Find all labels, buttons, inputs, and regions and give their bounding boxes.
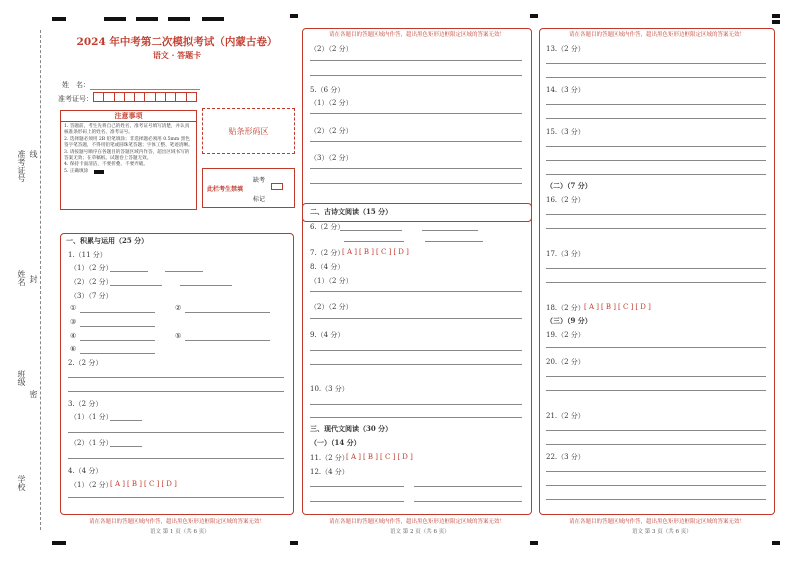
margin-label: 密 <box>29 390 38 398</box>
notice-heading: 注意事项 <box>61 111 196 122</box>
answer-line[interactable] <box>310 350 522 351</box>
answer-line[interactable] <box>68 391 284 392</box>
answer-line[interactable] <box>80 340 155 341</box>
answer-line[interactable] <box>310 501 404 502</box>
question-label: （2）（2 分） <box>310 127 353 135</box>
question-label: 7.（2 分） <box>310 249 345 257</box>
margin-label: 班级 <box>17 370 26 386</box>
question-label: （1）（2 分） <box>70 481 113 489</box>
answer-line[interactable] <box>68 432 284 433</box>
notice-item: 5. 正确填涂 <box>64 168 89 174</box>
footer-warning: 请在各题目的答题区域内作答，超出黑色矩形边框限定区域的答案无效！ <box>88 519 265 525</box>
option-d[interactable]: [ D ] <box>397 453 413 461</box>
answer-line[interactable] <box>546 471 766 472</box>
margin-label: 姓名 <box>17 270 26 286</box>
answer-line[interactable] <box>110 271 148 272</box>
answer-line[interactable] <box>422 230 478 231</box>
answer-line[interactable] <box>340 230 402 231</box>
option-a[interactable]: [ A ] <box>346 453 361 461</box>
answer-line[interactable] <box>546 376 766 377</box>
answer-line[interactable] <box>310 141 522 142</box>
timing-mark <box>136 17 158 21</box>
footer-warning: 请在各题目的答题区域内作答，超出黑色矩形边框限定区域的答案无效！ <box>328 519 505 525</box>
question-label: 19.（2 分） <box>546 331 585 339</box>
item-number: ③ <box>70 318 77 326</box>
question-label: （2）（2 分） <box>310 303 353 311</box>
absent-checkbox[interactable] <box>271 183 283 190</box>
question-label: 18.（2 分） <box>546 304 585 312</box>
timing-mark <box>52 17 66 21</box>
answer-line[interactable] <box>310 113 522 114</box>
choice-options[interactable] <box>584 303 653 311</box>
barcode-label: 贴条形码区 <box>228 126 269 136</box>
notice-item: 3. 请按题号顺序在各题目的答题区域内作答，超出区域书写的答案无效；在草稿纸、试题卷上答题无效。 <box>64 149 190 162</box>
question-label: 21.（2 分） <box>546 412 585 420</box>
notice-item: 2. 选择题必须用 2B 铅笔填涂；非选择题必须用 0.5mm 黑色签字笔答题，不得用铅笔或圆珠笔答题；字体工整、笔迹清晰。 <box>64 136 193 149</box>
timing-mark <box>772 20 780 24</box>
timing-mark <box>104 17 126 21</box>
answer-line[interactable] <box>546 444 766 445</box>
absent-mark-label: 缺考 <box>253 177 266 184</box>
answer-line[interactable] <box>546 104 766 105</box>
question-label: 12.（4 分） <box>310 468 349 476</box>
answer-line[interactable] <box>546 499 766 500</box>
question-label: 11.（2 分） <box>310 454 349 462</box>
answer-line[interactable] <box>546 77 766 78</box>
answer-line[interactable] <box>546 160 766 161</box>
question-label: （3）（2 分） <box>310 154 353 162</box>
option-d[interactable]: [ D ] <box>635 303 651 311</box>
answer-line[interactable] <box>80 312 155 313</box>
answer-box-col3 <box>539 28 775 515</box>
answer-line[interactable] <box>546 174 766 175</box>
answer-line[interactable] <box>344 241 404 242</box>
page-number: 语文 第 2 页（共 6 页） <box>390 529 450 535</box>
question-label: （2）（1 分） <box>70 439 113 447</box>
footer-warning: 请在各题目的答题区域内作答，超出黑色矩形边框限定区域的答案无效！ <box>568 519 745 525</box>
question-label: 9.（4 分） <box>310 331 345 339</box>
name-label: 姓 名： <box>62 81 90 89</box>
absent-label: 此栏考生禁填 <box>207 186 244 193</box>
answer-box-col2-top <box>302 28 532 222</box>
subsection-heading: （一）（14 分） <box>310 438 361 447</box>
question-label: 3.（2 分） <box>68 400 103 408</box>
answer-line[interactable] <box>310 168 522 169</box>
item-number: ⑥ <box>70 345 77 353</box>
timing-mark <box>772 541 780 545</box>
answer-line[interactable] <box>546 146 766 147</box>
answer-line[interactable] <box>546 347 766 348</box>
answer-line[interactable] <box>546 63 766 64</box>
question-label: 20.（2 分） <box>546 358 585 366</box>
barcode-area <box>202 108 295 154</box>
id-label: 准考证号： <box>58 95 93 103</box>
question-label: 1.（11 分） <box>68 251 107 259</box>
question-label: 13.（2 分） <box>546 45 585 53</box>
section-heading: 一、积累与运用（25 分） <box>66 236 149 245</box>
timing-mark <box>52 541 66 545</box>
answer-line[interactable] <box>310 417 522 418</box>
question-label: 16.（2 分） <box>546 196 585 204</box>
answer-line[interactable] <box>310 486 404 487</box>
question-label: （1）（2 分） <box>310 99 353 107</box>
margin-label: 准考证号 <box>17 150 26 182</box>
section-heading: 三、现代文阅读（30 分） <box>310 424 393 433</box>
answer-line[interactable] <box>68 458 284 459</box>
page-title: 2024 年中考第二次模拟考试（内蒙古卷） <box>76 36 278 48</box>
question-label: 5.（6 分） <box>310 86 345 94</box>
absent-box <box>202 168 295 208</box>
option-a[interactable]: [ A ] <box>342 248 357 256</box>
item-number: ⑤ <box>175 332 182 340</box>
name-field[interactable] <box>90 89 200 90</box>
answer-line[interactable] <box>110 420 142 421</box>
subsection-heading: （二）（7 分） <box>546 181 592 190</box>
option-b[interactable]: [ B ] <box>362 453 379 461</box>
option-b[interactable]: [ B ] <box>600 303 617 311</box>
option-b[interactable]: [ B ] <box>126 480 143 488</box>
choice-options[interactable] <box>110 480 179 488</box>
answer-line[interactable] <box>310 364 522 365</box>
answer-line[interactable] <box>110 446 142 447</box>
answer-line[interactable] <box>546 214 766 215</box>
answer-line[interactable] <box>310 183 522 184</box>
margin-label: 学校 <box>17 475 26 491</box>
question-label: （3）（7 分） <box>70 292 113 300</box>
answer-line[interactable] <box>546 282 766 283</box>
answer-line[interactable] <box>185 340 270 341</box>
question-label: （1）（2 分） <box>70 264 113 272</box>
option-c[interactable]: [ C ] <box>618 303 634 311</box>
question-label: 14.（3 分） <box>546 86 585 94</box>
option-d[interactable]: [ D ] <box>161 480 177 488</box>
notice-item: 1. 答题前，考生先将自己的姓名，准考证号填写清楚，并认真核准条形码上的姓名、准考证号。 <box>64 124 190 136</box>
option-a[interactable]: [ A ] <box>584 303 599 311</box>
timing-mark <box>168 17 190 21</box>
footer-warning: 请在各题目的答题区域内作答，超出黑色矩形边框限定区域的答案无效！ <box>568 32 745 38</box>
answer-line[interactable] <box>546 485 766 486</box>
answer-line[interactable] <box>546 390 766 391</box>
timing-mark <box>772 14 780 18</box>
item-number: ④ <box>70 332 77 340</box>
answer-line[interactable] <box>165 271 203 272</box>
answer-line[interactable] <box>68 497 284 498</box>
notice-box <box>60 110 197 210</box>
option-c[interactable]: [ C ] <box>144 480 160 488</box>
option-c[interactable]: [ C ] <box>380 453 396 461</box>
question-label: 4.（4 分） <box>68 467 103 475</box>
answer-line[interactable] <box>310 60 522 61</box>
question-label: 22.（3 分） <box>546 453 585 461</box>
answer-line[interactable] <box>310 75 522 76</box>
option-a[interactable]: [ A ] <box>110 480 125 488</box>
answer-line[interactable] <box>546 430 766 431</box>
answer-line[interactable] <box>310 318 522 319</box>
answer-line[interactable] <box>414 501 522 502</box>
answer-line[interactable] <box>546 228 766 229</box>
answer-line[interactable] <box>68 377 284 378</box>
margin-label: 封 <box>29 275 38 283</box>
answer-line[interactable] <box>414 486 522 487</box>
answer-line[interactable] <box>546 268 766 269</box>
question-label: （1）（1 分） <box>70 413 113 421</box>
id-field[interactable] <box>93 92 197 102</box>
question-label: （2）（2 分） <box>310 45 353 53</box>
timing-mark <box>530 14 538 18</box>
cut-line <box>40 30 41 530</box>
option-c[interactable]: [ C ] <box>376 248 392 256</box>
absent-mark-label: 标记 <box>253 196 266 203</box>
timing-mark <box>202 17 224 21</box>
question-label: 8.（4 分） <box>310 263 345 271</box>
question-label: 15.（3 分） <box>546 128 585 136</box>
question-label: （1）（2 分） <box>310 277 353 285</box>
answer-line[interactable] <box>310 291 522 292</box>
question-label: 17.（3 分） <box>546 250 585 258</box>
question-label: 10.（3 分） <box>310 385 349 393</box>
answer-line[interactable] <box>546 118 766 119</box>
filled-sample <box>94 170 104 174</box>
subsection-heading: （三）（9 分） <box>546 316 592 325</box>
margin-label: 线 <box>29 150 38 158</box>
answer-line[interactable] <box>310 404 522 405</box>
choice-options[interactable] <box>346 453 415 461</box>
timing-mark <box>290 14 298 18</box>
footer-warning: 请在各题目的答题区域内作答，超出黑色矩形边框限定区域的答案无效！ <box>328 32 505 38</box>
page-number: 语文 第 3 页（共 6 页） <box>632 529 692 535</box>
question-label: 2.（2 分） <box>68 359 103 367</box>
item-number: ② <box>175 304 182 312</box>
choice-options[interactable] <box>342 248 411 256</box>
answer-line[interactable] <box>80 326 155 327</box>
notice-item: 4. 保持卡面清洁，不要折叠、不要弄破。 <box>64 162 148 168</box>
answer-line[interactable] <box>185 312 270 313</box>
section-heading: 二、古诗文阅读（15 分） <box>310 207 393 216</box>
answer-line[interactable] <box>110 285 162 286</box>
option-b[interactable]: [ B ] <box>358 248 375 256</box>
timing-mark <box>530 541 538 545</box>
page-subtitle: 语文 · 答题卡 <box>152 50 202 60</box>
answer-line[interactable] <box>80 353 155 354</box>
question-label: 6.（2 分） <box>310 223 345 231</box>
item-number: ① <box>70 304 77 312</box>
question-label: （2）（2 分） <box>70 278 113 286</box>
timing-mark <box>290 541 298 545</box>
page-number: 语文 第 1 页（共 6 页） <box>150 529 210 535</box>
option-d[interactable]: [ D ] <box>393 248 409 256</box>
answer-line[interactable] <box>425 241 483 242</box>
answer-line[interactable] <box>180 285 232 286</box>
